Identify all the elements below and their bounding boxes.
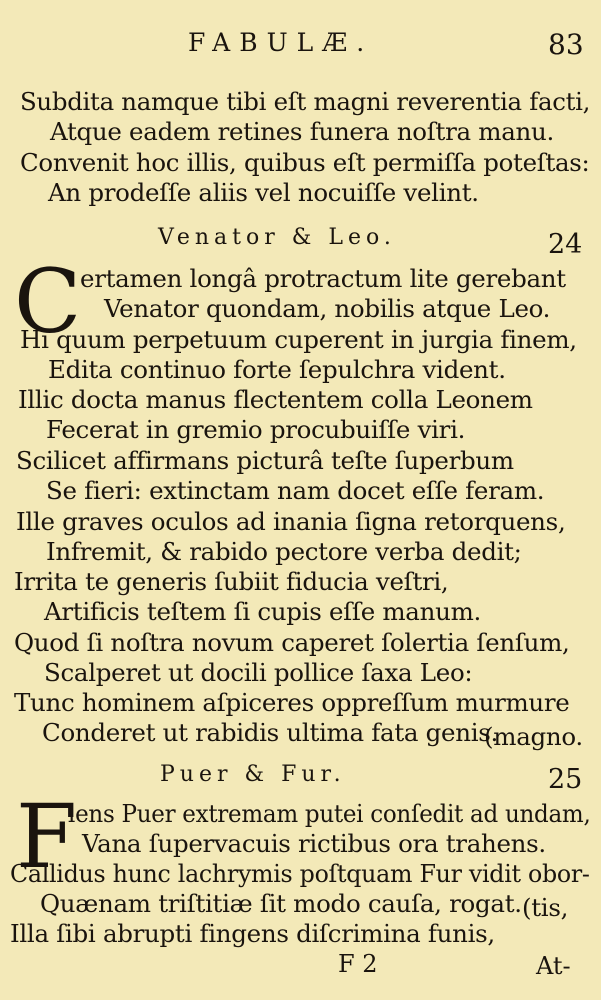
verse-line: Scilicet affirmans picturâ teſte ſuperbum — [16, 446, 514, 475]
verse-line: Scalperet ut docili pollice ſaxa Leo: — [44, 658, 473, 687]
fable-title: Puer & Fur. — [160, 762, 346, 787]
catchword: At- — [536, 952, 571, 980]
verse-line: Tunc hominem aſpiceres oppreſſum murmure — [14, 688, 570, 717]
verse-line: Subdita namque tibi eſt magni reverentia facti, — [20, 87, 591, 116]
verse-line: An prodeſſe aliis vel nocuiſſe velint. — [48, 178, 479, 207]
fable-title: Venator & Leo. — [158, 225, 396, 250]
verse-line: Illic docta manus flectentem colla Leonem — [18, 385, 533, 414]
verse-line: Callidus hunc lachrymis poſtquam Fur vidit obor- — [10, 859, 590, 888]
verse-line: Conderet ut rabidis ultima fata genis. — [42, 718, 499, 747]
verse-line: Quænam triſtitiæ ſit modo cauſa, rogat. — [40, 889, 522, 918]
turnover-text: (magno. — [484, 722, 583, 751]
verse-line: Atque eadem retines funera noſtra manu. — [50, 117, 554, 146]
running-title: FABULÆ. — [188, 28, 374, 57]
verse-line: Irrita te generis ſubiit fiducia veſtri, — [14, 567, 449, 596]
turnover-text: (tis, — [522, 893, 569, 922]
verse-line: Venator quondam, nobilis atque Leo. — [104, 294, 551, 323]
verse-line: Artificis teſtem ſi cupis eſſe manum. — [44, 597, 481, 626]
verse-line: lens Puer extremam putei conſedit ad undam, — [68, 799, 591, 828]
drop-capital: C — [14, 250, 82, 353]
verse-line: Vana ſupervacuis rictibus ora trahens. — [82, 829, 546, 858]
fable-number: 24 — [548, 229, 583, 260]
signature-mark: F 2 — [338, 950, 378, 978]
fable-number: 25 — [548, 764, 583, 795]
verse-line: Fecerat in gremio procubuiſſe viri. — [46, 415, 466, 444]
verse-line: Quod ſi noſtra novum caperet ſolertia ſenſum, — [14, 628, 570, 657]
verse-line: Se fieri: extinctam nam docet eſſe feram. — [46, 476, 545, 505]
page-number: 83 — [548, 28, 584, 61]
verse-line: Infremit, & rabido pectore verba dedit; — [46, 537, 522, 566]
verse-line: Hi quum perpetuum cuperent in jurgia finem, — [20, 325, 577, 354]
verse-line: Convenit hoc illis, quibus eſt permiſſa poteſtas: — [20, 148, 590, 177]
drop-capital: F — [16, 785, 78, 888]
verse-line: Ille graves oculos ad inania ſigna retorquens, — [16, 507, 566, 536]
verse-line: ertamen longâ protractum lite gerebant — [80, 264, 566, 293]
verse-line: Illa ſibi abrupti fingens diſcrimina funis, — [10, 919, 495, 948]
verse-line: Edita continuo forte ſepulchra vident. — [48, 355, 506, 384]
